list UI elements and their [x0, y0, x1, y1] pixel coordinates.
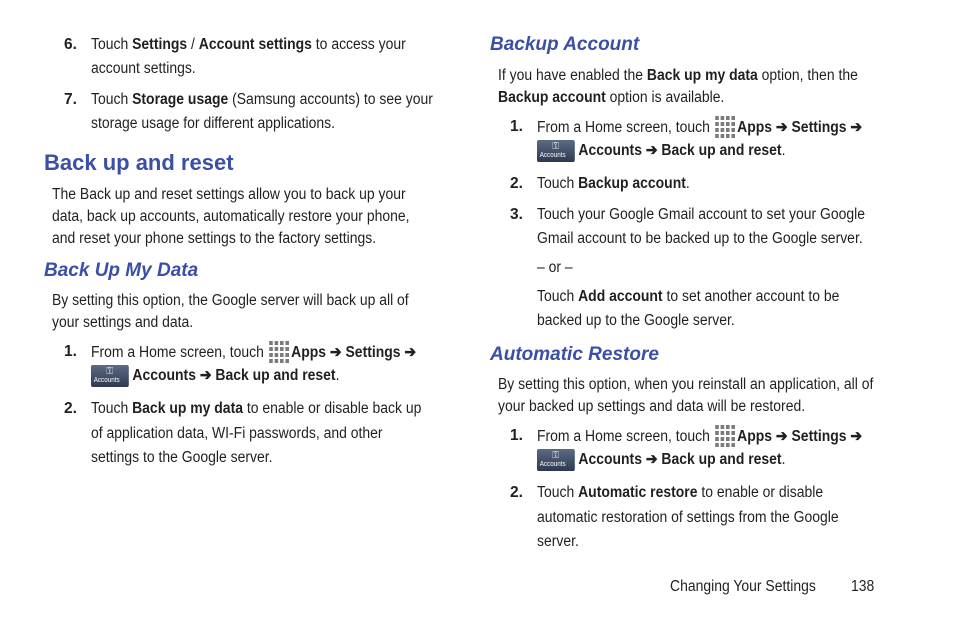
settings-label: Settings [791, 119, 847, 136]
arrow: ➔ [846, 428, 863, 445]
step-1-text [91, 341, 416, 364]
storage-usage-label: Storage usage [132, 91, 229, 108]
text: . [781, 451, 786, 468]
alt-step-text-line2: backed up to the Google server. [537, 312, 735, 329]
text: to access your [311, 36, 406, 53]
subsection-title: Back Up My Data [44, 260, 199, 281]
subsection-paragraph-line [498, 65, 858, 87]
step-number: 2. [510, 175, 523, 192]
text: . [781, 142, 786, 159]
subsection-title: Automatic Restore [490, 344, 659, 365]
step-number: 2. [510, 484, 523, 501]
text: . [335, 367, 340, 384]
apps-grid-icon [716, 425, 736, 447]
restore-step-2-text-line2: automatic restoration of settings from the Google [537, 509, 839, 526]
settings-label: Settings [791, 428, 847, 445]
text: From a Home screen, touch [537, 428, 714, 445]
subsection-paragraph-line: By setting this option, the Google server will back up all of [52, 292, 409, 309]
text: Touch [91, 91, 133, 108]
step-2-text-line2: of application data, WI-Fi passwords, and other [91, 425, 383, 442]
accounts-label: Accounts [578, 451, 642, 468]
step-2-text [91, 398, 421, 420]
restore-step-2-text [537, 482, 823, 504]
section-paragraph-line: data, back up accounts, automatically restore your phone, [52, 208, 410, 225]
step-7-text-line2: storage usage for different applications. [91, 115, 336, 132]
automatic-restore-label: Automatic restore [578, 484, 698, 501]
step-6-text-line2: account settings. [91, 60, 196, 77]
apps-grid-icon [716, 116, 736, 138]
step-number: 1. [64, 343, 77, 360]
step-2-text-line3: settings to the Google server. [91, 449, 273, 466]
text: Touch [91, 400, 133, 417]
back-up-and-reset-label: Back up and reset [661, 451, 782, 468]
settings-label: Settings [132, 36, 188, 53]
backup-account-label: Backup account [578, 175, 686, 192]
text: From a Home screen, touch [91, 344, 268, 361]
accounts-icon-label: Accounts [539, 461, 566, 468]
arrow: ➔ [326, 344, 346, 361]
step-6-text [91, 34, 406, 56]
step-number: 3. [510, 206, 523, 223]
step-number: 1. [510, 427, 523, 444]
text: . [685, 175, 690, 192]
step-number: 7. [64, 91, 77, 108]
accounts-icon: ⚿ Accounts [537, 449, 575, 471]
arrow: ➔ [846, 119, 863, 136]
text: to set another account to be [662, 288, 840, 305]
text: option is available. [605, 89, 725, 106]
step-3-text: Touch your Google Gmail account to set your Google [537, 206, 866, 223]
arrow: ➔ [400, 344, 417, 361]
text: to enable or disable back up [242, 400, 422, 417]
accounts-icon-label: Accounts [539, 152, 566, 159]
text: / [187, 36, 199, 53]
arrow: ➔ [641, 142, 662, 159]
step-number: 2. [64, 400, 77, 417]
settings-label: Settings [345, 344, 401, 361]
text: (Samsung accounts) to see your [228, 91, 433, 108]
text: Touch [537, 175, 579, 192]
step-7-text [91, 89, 433, 111]
text: to enable or disable [697, 484, 824, 501]
step-number: 6. [64, 36, 77, 53]
arrow: ➔ [641, 451, 662, 468]
arrow: ➔ [195, 367, 216, 384]
apps-label: Apps [737, 428, 773, 445]
restore-step-2-text-line3: server. [537, 533, 579, 550]
page-number: 138 [851, 578, 875, 595]
back-up-my-data-label: Back up my data [132, 400, 243, 417]
restore-step-1-text-line2 [537, 449, 785, 471]
account-settings-label: Account settings [198, 36, 312, 53]
or-separator: – or – [537, 259, 573, 276]
add-account-label: Add account [578, 288, 663, 305]
accounts-label: Accounts [132, 367, 196, 384]
accounts-label: Accounts [578, 142, 642, 159]
apps-grid-icon [270, 341, 290, 363]
section-title: Back up and reset [44, 150, 234, 175]
back-up-my-data-label: Back up my data [646, 67, 758, 84]
text: If you have enabled the [498, 67, 647, 84]
text: Touch [537, 288, 579, 305]
section-paragraph-line: The Back up and reset settings allow you to back up your [52, 186, 406, 203]
accounts-icon: ⚿ Accounts [537, 140, 575, 162]
step-3-text-line2: Gmail account to be backed up to the Google server. [537, 230, 863, 247]
apps-label: Apps [737, 119, 773, 136]
arrow: ➔ [772, 428, 792, 445]
step-2-text [537, 173, 690, 195]
text: option, then the [757, 67, 858, 84]
apps-label: Apps [291, 344, 327, 361]
subsection-paragraph-line: your backed up settings and data will be restored. [498, 398, 806, 415]
text: Touch [91, 36, 133, 53]
step-1-text-line2 [537, 140, 785, 162]
backup-account-label: Backup account [498, 89, 606, 106]
text: Touch [537, 484, 579, 501]
text: From a Home screen, touch [537, 119, 714, 136]
subsection-paragraph-line: By setting this option, when you reinstall an application, all of [498, 376, 874, 393]
arrow: ➔ [772, 119, 792, 136]
section-paragraph-line: and reset your phone settings to the factory settings. [52, 230, 377, 247]
step-1-text-line2 [91, 365, 339, 387]
subsection-paragraph-line: your settings and data. [52, 314, 194, 331]
accounts-icon: ⚿ Accounts [91, 365, 129, 387]
subsection-paragraph-line [498, 87, 724, 109]
subsection-title: Backup Account [490, 34, 640, 55]
restore-step-1-text [537, 425, 862, 448]
step-1-text [537, 116, 862, 139]
back-up-and-reset-label: Back up and reset [215, 367, 336, 384]
alt-step-text [537, 286, 839, 308]
step-number: 1. [510, 118, 523, 135]
accounts-icon-label: Accounts [93, 377, 120, 384]
back-up-and-reset-label: Back up and reset [661, 142, 782, 159]
footer-section-name: Changing Your Settings [670, 578, 816, 595]
